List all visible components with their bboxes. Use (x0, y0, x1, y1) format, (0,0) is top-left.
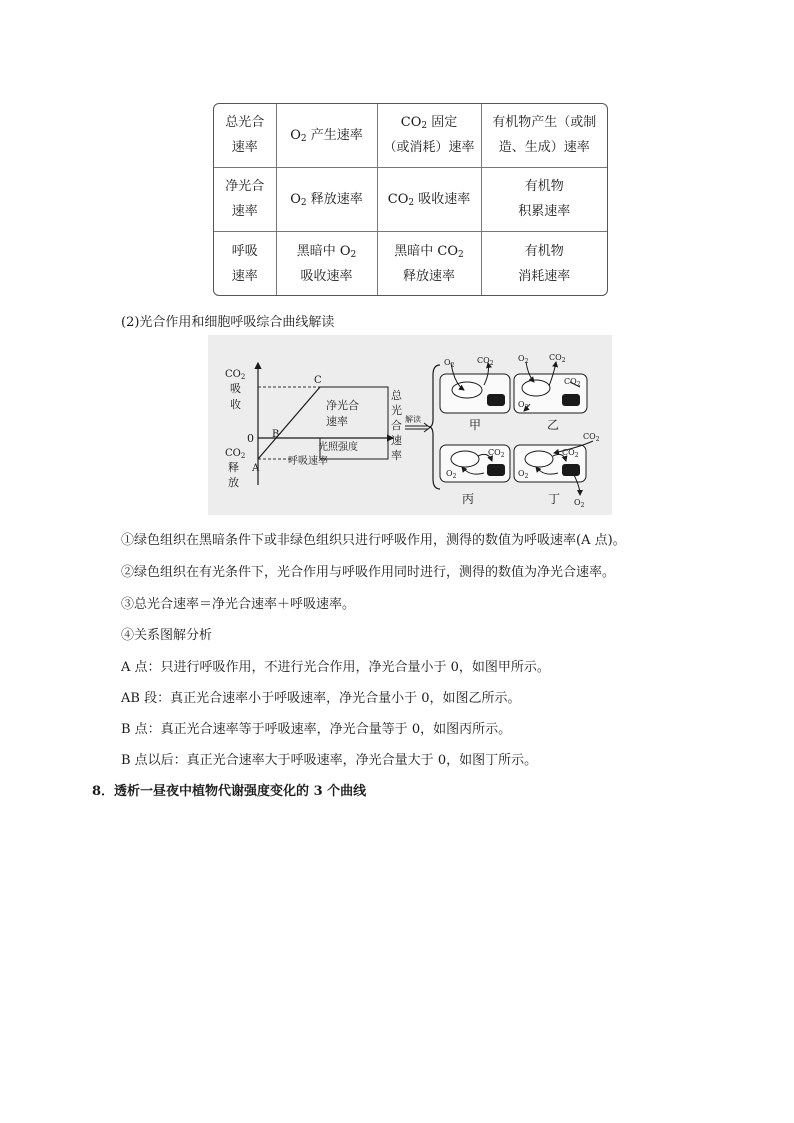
table-cell: 呼吸 速率 (214, 232, 276, 295)
paragraph-4: ④关系图解分析 (121, 628, 213, 643)
photosynthesis-respiration-figure (208, 335, 612, 515)
paragraph-8: B 点以后：真正光合速率大于呼吸速率，净光合量大于 0，如图丁所示。 (121, 753, 538, 768)
o2-label: $O_2$ (446, 469, 457, 480)
curve-line (258, 387, 320, 459)
release-label-1: 释 (228, 461, 239, 474)
table-cell: 总光合 速率 (214, 104, 276, 167)
o2-label: $O_2$ (518, 469, 529, 480)
co2-label: $CO_2$ (549, 353, 566, 364)
absorb-label-1: 吸 (230, 382, 241, 395)
chloroplast-icon (525, 451, 553, 467)
total-rate-char-2: 光 (391, 404, 402, 417)
rate-comparison-table (213, 103, 608, 296)
total-rate-char-4: 速 (391, 434, 402, 447)
absorb-label-2: 收 (230, 398, 241, 411)
sub-heading: (2)光合作用和细胞呼吸综合曲线解读 (121, 315, 335, 330)
paragraph-2: ②绿色组织在有光条件下，光合作用与呼吸作用同时进行，测得的数值为净光合速率。 (121, 565, 616, 580)
o2-label: $O_2$ (574, 498, 585, 509)
cell-panel-bing (440, 445, 510, 482)
total-rate-char-1: 总 (391, 389, 402, 402)
net-rate-bracket (320, 387, 388, 438)
mitochondrion-icon (562, 464, 580, 476)
net-rate-label-2: 速率 (326, 415, 348, 428)
co2-label: $CO_2$ (583, 432, 600, 443)
total-rate-char-3: 合 (391, 419, 402, 432)
mitochondrion-icon (562, 394, 580, 406)
panel-label-ding: 丁 (548, 492, 561, 506)
release-label-2: 放 (228, 476, 239, 489)
co2-absorb-label: $CO_2$ (225, 369, 246, 381)
resp-rate-label: 呼吸速率 (288, 456, 328, 467)
co2-label: $CO_2$ (477, 356, 494, 367)
figure-svg (208, 335, 612, 515)
table-cell: 有机物产生（或制 造、生成）速率 (481, 104, 607, 167)
chloroplast-icon (452, 382, 482, 398)
point-a: A (252, 463, 260, 474)
paragraph-6: AB 段：真正光合速率小于呼吸速率，净光合量小于 0，如图乙所示。 (121, 691, 521, 706)
co2-release-label: $CO_2$ (225, 448, 246, 460)
table-row (214, 167, 607, 231)
co2-label: $CO_2$ (562, 448, 579, 459)
light-intensity-label: 光照强度 (318, 442, 358, 453)
o2-label: $O_2$ (518, 354, 529, 365)
mitochondrion-icon (487, 394, 505, 406)
co2-label: $CO_2$ (564, 377, 581, 388)
table-row (214, 232, 607, 295)
co2-label: $CO_2$ (488, 448, 505, 459)
table-cell: $O_2$ 释放速率 (276, 167, 377, 231)
table-cell: 有机物 积累速率 (481, 167, 607, 231)
table-cell: 有机物 消耗速率 (518, 243, 571, 284)
point-c: C (314, 375, 322, 386)
panel-label-jia: 甲 (469, 418, 482, 432)
panel-label-bing: 丙 (462, 492, 475, 506)
table-cell: 黑暗中 $CO_2$ 释放速率 (377, 232, 481, 295)
point-b: B (272, 429, 280, 440)
paragraph-7: B 点：真正光合速率等于呼吸速率，净光合量等于 0，如图丙所示。 (121, 722, 512, 737)
net-rate-label-1: 净光合 (326, 399, 359, 412)
section-heading: 8．透析一昼夜中植物代谢强度变化的 3 个曲线 (92, 784, 367, 799)
table-cell: $O_2$ 产生速率 (276, 104, 377, 167)
table-cell: 净光合 速率 (214, 167, 276, 231)
table-cell: 黑暗中 $O_2$ 吸收速率 (276, 232, 377, 295)
total-rate-char-5: 率 (391, 449, 402, 462)
chloroplast-icon (451, 451, 479, 467)
o2-label: $O_2$ (518, 400, 529, 411)
zero-label: 0 (247, 432, 254, 445)
interpret-label: 解读 (405, 415, 421, 424)
table-cell: $CO_2$ 固定 （或消耗）速率 (377, 104, 481, 167)
paragraph-3: ③总光合速率＝净光合速率＋呼吸速率。 (121, 597, 356, 612)
cell-panel-yi (514, 353, 587, 413)
paragraph-5: A 点：只进行呼吸作用，不进行光合作用，净光合量小于 0，如图甲所示。 (121, 660, 550, 675)
o2-label: $O_2$ (444, 358, 455, 369)
cell-panel-jia (440, 356, 510, 413)
chloroplast-icon (522, 380, 550, 396)
table-cell: $CO_2$ 吸收速率 (377, 167, 481, 231)
paragraph-1: ①绿色组织在黑暗条件下或非绿色组织只进行呼吸作用，测得的数值为呼吸速率(A 点)。 (121, 533, 626, 548)
table-row (214, 104, 607, 167)
cells-bracket (429, 365, 440, 489)
mitochondrion-icon (487, 464, 505, 476)
panel-label-yi: 乙 (547, 418, 560, 432)
